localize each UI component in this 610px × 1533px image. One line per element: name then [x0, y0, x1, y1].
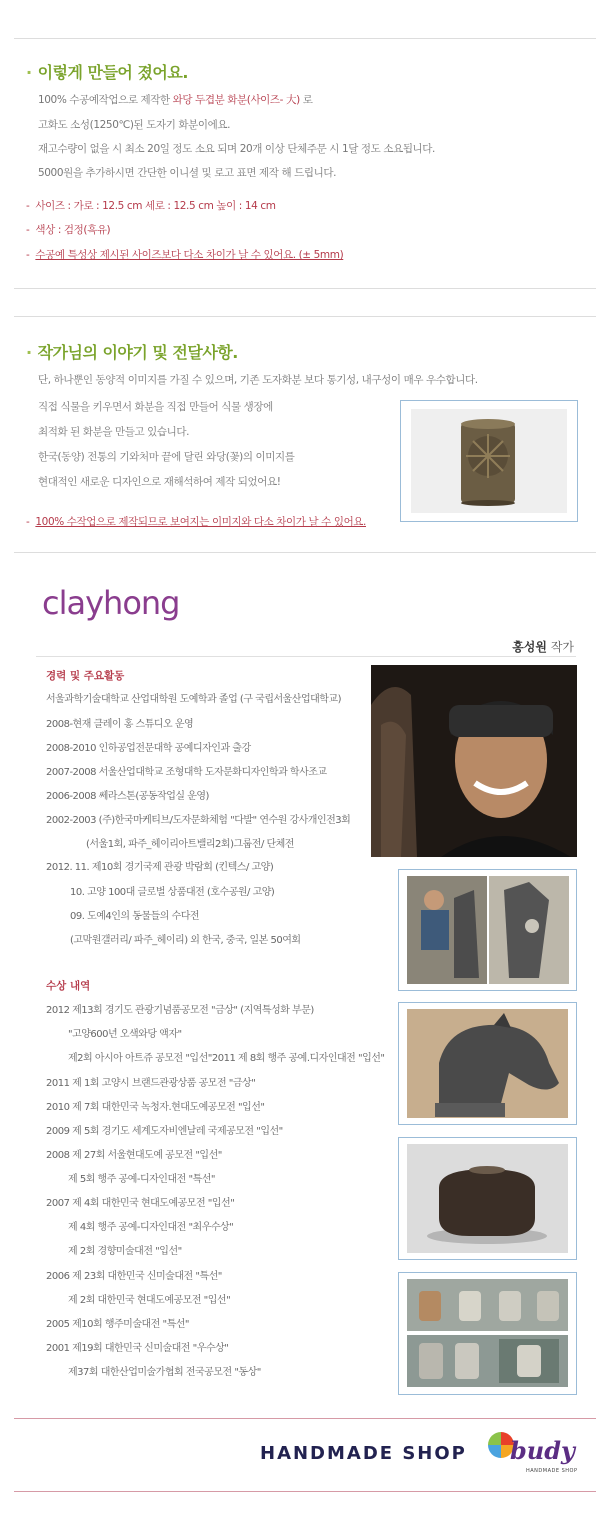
- section2-paragraph-2: 직접 식물을 키우면서 화분을 직접 만들어 식물 생장에: [38, 401, 273, 413]
- career-item: 2008-현재 클레이 홍 스튜디오 운영: [46, 719, 194, 730]
- career-item: 2007-2008 서울산업대학교 조형대학 도자문화디자인학과 학사조교: [46, 767, 327, 778]
- award-item: 제 4회 행주 공예-디자인대전 "최우수상": [68, 1222, 234, 1233]
- award-item: 2009 제 5회 경기도 세계도자비엔날레 국제공모전 "입선": [46, 1126, 283, 1137]
- award-item: 2001 제19회 대한민국 신미술대전 "우수상": [46, 1343, 229, 1354]
- award-item: 제 5회 행주 공예-디자인대전 "특선": [68, 1174, 215, 1185]
- award-item: 2007 제 4회 대한민국 현대도예공모전 "입선": [46, 1198, 235, 1209]
- tolerance-bullet: - 수공예 특성상 제시된 사이즈보다 다소 차이가 날 수 있어요. (± 5mm): [26, 249, 344, 261]
- horse-sculpture-photo: [398, 1002, 577, 1125]
- career-item: 2008-2010 인하공업전문대학 공예디자인과 출강: [46, 743, 251, 754]
- budy-logo-subtext: HANDMADE SHOP: [526, 1468, 578, 1474]
- award-item: 제37회 대한산업미술가협회 전국공모전 "동상": [68, 1367, 261, 1378]
- footer-shop-label: HANDMADE SHOP: [260, 1443, 467, 1464]
- workshop-photo: [398, 1272, 577, 1395]
- section2-top-divider: [14, 316, 596, 317]
- award-item: 2008 제 27회 서울현대도예 공모전 "입선": [46, 1150, 222, 1161]
- bullet-dot-icon: ·: [26, 343, 32, 362]
- product-photo: [400, 400, 578, 522]
- award-item: 2005 제10회 행주미술대전 "특선": [46, 1319, 190, 1330]
- author-portrait: [371, 665, 577, 857]
- profile-divider: [36, 656, 576, 657]
- section2-paragraph-5: 현대적인 새로운 디자인으로 재해석하여 제작 되었어요!: [38, 476, 281, 488]
- section2-paragraph-1: 단, 하나뿐인 동양적 이미지를 가질 수 있으며, 기존 도자화분 보다 통기성, 내구성이 매우 우수합니다.: [38, 374, 478, 386]
- career-item: (고막원갤러리/ 파주_헤이리) 외 한국, 중국, 일본 50여회: [70, 935, 301, 946]
- section1-paragraph-2: 고화도 소성(1250℃)된 도자기 화분이에요.: [38, 119, 231, 131]
- brand-logo: clayhong: [42, 584, 180, 622]
- career-item: 2002-2003 (주)한국마케티브/도자문화체험 "다발" 연수원 강사개인전3회: [46, 815, 351, 826]
- career-item: 10. 고양 100대 글로벌 상품대전 (호수공원/ 고양): [70, 887, 275, 898]
- section1-title: · 이렇게 만들어 졌어요.: [26, 63, 188, 82]
- section1-paragraph-4: 5000원을 추가하시면 간단한 이니셜 및 로고 표면 제작 해 드립니다.: [38, 167, 337, 179]
- budy-logo[interactable]: [488, 1430, 588, 1480]
- section2-divider: [14, 552, 596, 553]
- pot-photo: [398, 1137, 577, 1260]
- bullet-dot-icon: ·: [26, 63, 32, 82]
- career-item: 2006-2008 쎄라스톤(공동작업실 운영): [46, 791, 209, 802]
- career-item: 2012. 11. 제10회 경기국제 관광 박람회 (킨텍스/ 고양): [46, 862, 274, 873]
- process-photo-1: [398, 869, 577, 991]
- size-bullet: - 사이즈 : 가로 : 12.5 cm 세로 : 12.5 cm 높이 : 14 cm: [26, 200, 276, 212]
- award-item: 제 2회 대한민국 현대도예공모전 "입선": [68, 1295, 231, 1306]
- section1-paragraph-3: 재고수량이 없을 시 최소 20일 정도 소요 되며 20개 이상 단체주문 시 1달 정도 소요됩니다.: [38, 143, 435, 155]
- award-item: 제2회 아시아 아트쥬 공모전 "입선"2011 제 8회 행주 공예.디자인대전 "입선": [68, 1053, 385, 1064]
- career-item: 서울과학기술대학교 산업대학원 도예학과 졸업 (구 국립서울산업대학교): [46, 694, 341, 705]
- handmade-notice-bullet: - 100% 수작업으로 제작되므로 보여지는 이미지와 다소 차이가 날 수 있어요.: [26, 516, 366, 528]
- budy-logo-text: budy: [510, 1436, 575, 1465]
- section2-paragraph-4: 한국(동양) 전통의 기와처마 끝에 달린 와당(꽃)의 이미지를: [38, 451, 295, 463]
- career-item: 09. 도예4인의 동물들의 수다전: [70, 911, 200, 922]
- section2-title: · 작가님의 이야기 및 전달사항.: [26, 343, 238, 362]
- career-item: (서울1회, 파주_헤이리아트밸리2회)그룹전/ 단체전: [86, 839, 294, 850]
- section1-paragraph-1: 100% 수공예작업으로 제작한 와당 두겹분 화분(사이즈- 大) 로: [38, 94, 313, 106]
- awards-heading: 수상 내역: [46, 980, 91, 992]
- footer-top-line: [14, 1418, 596, 1419]
- award-item: 2012 제13회 경기도 관광기념품공모전 "금상" (지역특성화 부문): [46, 1005, 314, 1016]
- award-item: 제 2회 경향미술대전 "입선": [68, 1246, 182, 1257]
- career-heading: 경력 및 주요활동: [46, 670, 125, 682]
- award-item: 2011 제 1회 고양시 브랜드관광상품 공모전 "금상": [46, 1078, 256, 1089]
- award-item: "고양600년 오색와당 액자": [68, 1029, 182, 1040]
- author-name: 홍성원 작가: [512, 640, 574, 654]
- section2-paragraph-3: 최적화 된 화분을 만들고 있습니다.: [38, 426, 190, 438]
- award-item: 2010 제 7회 대한민국 녹청자.현대도예공모전 "입선": [46, 1102, 265, 1113]
- color-bullet: - 색상 : 검정(흑유): [26, 224, 111, 236]
- award-item: 2006 제 23회 대한민국 신미술대전 "특선": [46, 1271, 222, 1282]
- top-divider: [14, 38, 596, 39]
- footer-bottom-line: [14, 1491, 596, 1492]
- section1-divider: [14, 288, 596, 289]
